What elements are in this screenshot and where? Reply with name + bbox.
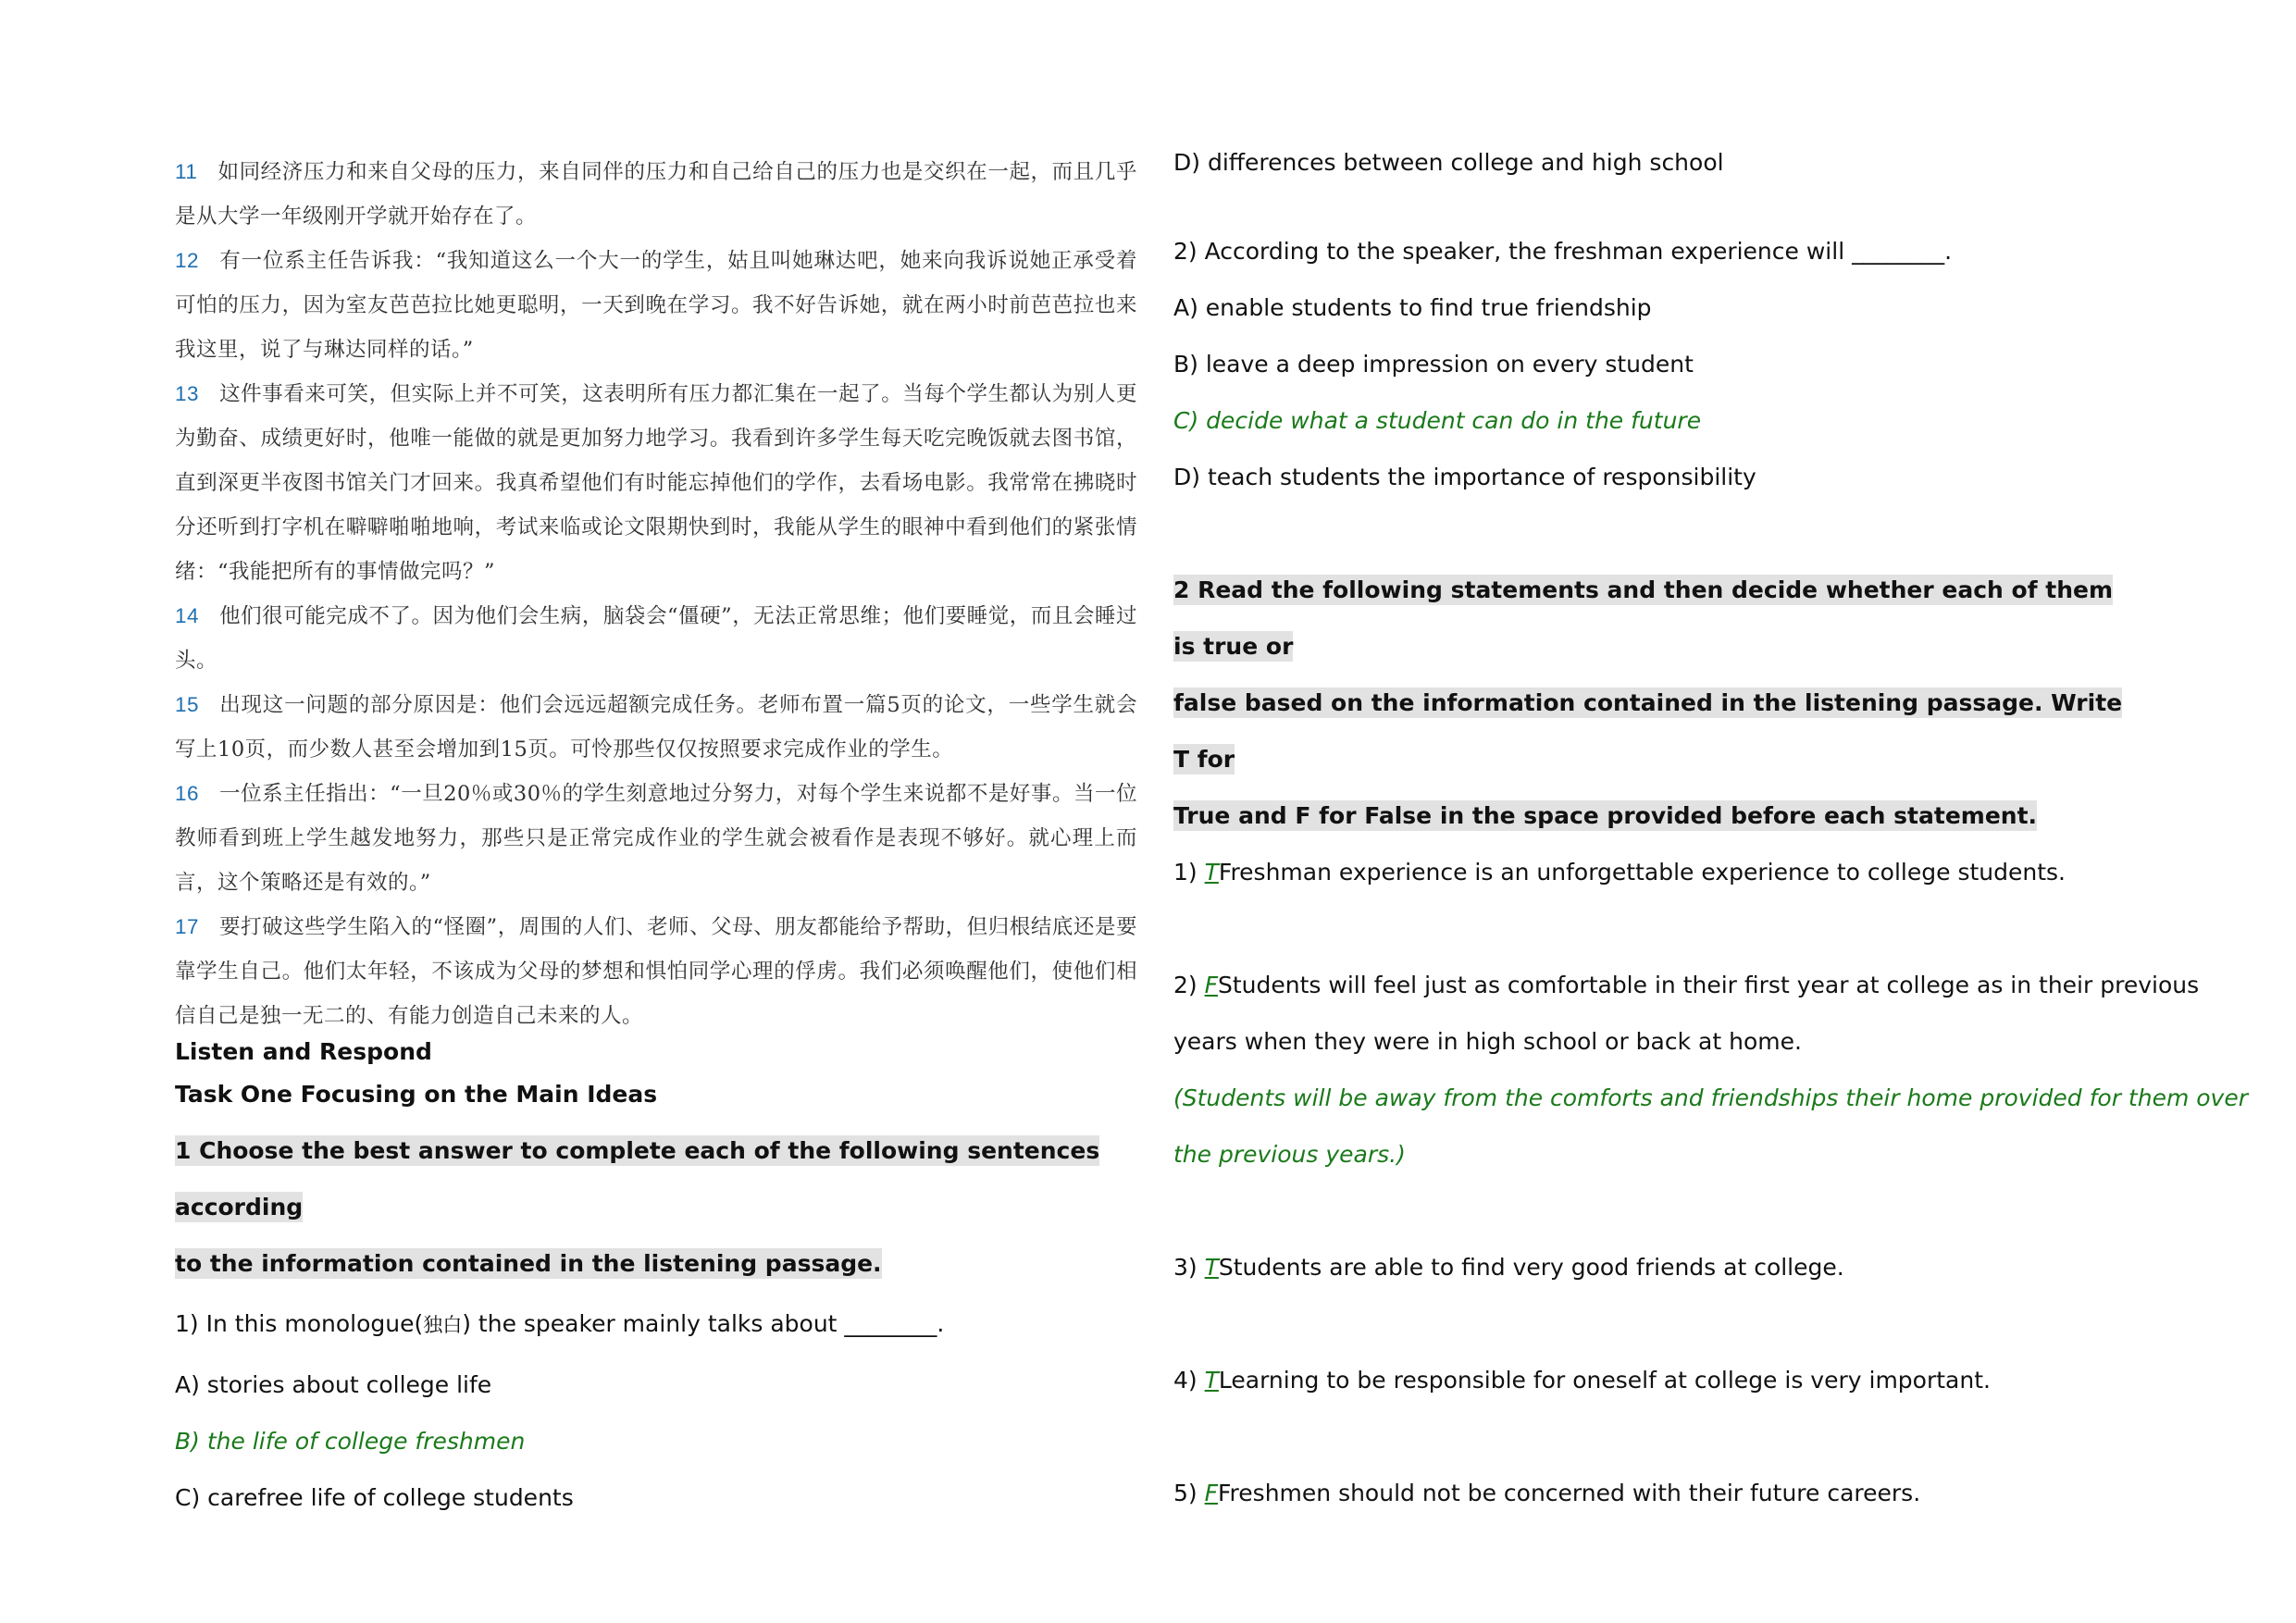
statement-5 [1173,1465,2136,1521]
paragraph-number: 14 [175,604,200,627]
question-1-chinese-gloss: 独白 [423,1314,463,1336]
spacer [1173,900,2136,957]
statement-number: 3) [1173,1254,1205,1281]
paragraph-16 [175,772,1137,905]
answer-blank: T [1204,1254,1219,1281]
question-1-option-c: C) carefree life of college students [175,1484,574,1511]
left-column [175,150,1137,1526]
spacer [1173,1183,2136,1239]
statement-2-explanation-line-2: the previous years.) [1173,1141,1406,1168]
question-2-option-b: B) leave a deep impression on every student [1173,351,1694,378]
task-heading: Task One Focusing on the Main Ideas [175,1081,658,1108]
section-heading: Listen and Respond [175,1038,432,1065]
paragraph-17 [175,905,1137,1038]
paragraph-13 [175,372,1137,594]
paragraph-text: 这件事看来可笑，但实际上并不可笑，这表明所有压力都汇集在一起了。当每个学生都认为别人更为勤奋、成绩更好时，他唯一能做的就是更加努力地学习。我看到许多学生每天吃完晚饭就去图书馆，直到深更半夜图书馆关门才回来。我真希望他们有时能忘掉他们的学作，去看场电影。我常常在拂晓时分还听到打字机在噼噼啪啪地响，考试来临或论文限期快到时，我能从学生的眼神中看到他们的紧张情绪：“我能把所有的事情做完吗？” [175,382,1137,584]
answer-blank: T [1204,1367,1219,1394]
instruction-1-line-1: 1 Choose the best answer to complete each of the following sentences according [175,1137,1100,1220]
instruction-2-line-3: True and F for False in the space provided before each statement. [1173,802,2038,829]
paragraph-number: 15 [175,693,200,716]
answer-blank: T [1204,859,1219,886]
instruction-2-line-1: 2 Read the following statements and then decide whether each of them is true or [1173,576,2114,660]
statement-2-explanation-line-1: (Students will be away from the comforts and friendships their home provided for them over [1173,1084,2249,1111]
question-1-option-b-correct: B) the life of college freshmen [175,1428,526,1455]
statement-text: Students will feel just as comfortable in their first year at college as in their previous [1218,972,2200,998]
statement-text: Freshmen should not be concerned with their future careers. [1218,1480,1921,1506]
spacer [1173,1295,2136,1352]
instruction-2 [1173,562,2136,844]
spacer [1173,191,2136,223]
statement-4 [1173,1352,2136,1408]
statement-text: Students are able to find very good friends at college. [1218,1254,1844,1281]
statement-2-continuation: years when they were in high school or back at home. [1173,1028,1802,1055]
paragraph-number: 17 [175,915,200,938]
paragraph-number: 16 [175,782,200,805]
question-2-option-c-correct: C) decide what a student can do in the future [1173,407,1702,434]
paragraph-14 [175,594,1137,683]
paragraph-12 [175,239,1137,372]
paragraph-number: 13 [175,382,200,405]
paragraph-text: 有一位系主任告诉我：“我知道这么一个大一的学生，姑且叫她琳达吧，她来向我诉说她正承受着可怕的压力，因为室友芭芭拉比她更聪明，一天到晚在学习。我不好告诉她，就在两小时前芭芭拉也来我这里，说了与琳达同样的话。” [175,249,1137,362]
statement-number: 5) [1173,1480,1205,1506]
instruction-2-line-2: false based on the information contained in the listening passage. Write T for [1173,689,2123,773]
spacer [1173,505,2136,562]
question-2-option-d: D) teach students the importance of responsibility [1173,464,1756,490]
paragraph-number: 12 [175,249,200,272]
question-1-option-d: D) differences between college and high school [1173,149,1724,176]
paragraph-text: 如同经济压力和来自父母的压力，来自同伴的压力和自己给自己的压力也是交织在一起，而且几乎是从大学一年级刚开学就开始存在了。 [175,160,1137,229]
paragraph-number: 11 [175,160,198,183]
answer-blank: F [1204,1480,1218,1506]
paragraph-text: 一位系主任指出：“一旦20％或30％的学生刻意地过分努力，对每个学生来说都不是好事。当一位教师看到班上学生越发地努力，那些只是正常完成作业的学生就会被看作是表现不够好。就心理上而言，这个策略还是有效的。” [175,782,1137,895]
spacer [1173,1408,2136,1465]
statement-3 [1173,1239,2136,1295]
statement-2 [1173,957,2200,1013]
paragraph-15 [175,683,1137,772]
instruction-1 [175,1122,1137,1292]
paragraph-text: 要打破这些学生陷入的“怪圈”，周围的人们、老师、父母、朋友都能给予帮助，但归根结底还是要靠学生自己。他们太年轻，不该成为父母的梦想和惧怕同学心理的俘虏。我们必须唤醒他们，使他们相信自己是独一无二的、有能力创造自己未来的人。 [175,915,1137,1028]
right-column [1173,134,2249,1521]
answer-blank: F [1204,972,1218,998]
statement-number: 1) [1173,859,1205,886]
paragraph-text: 出现这一问题的部分原因是：他们会远远超额完成任务。老师布置一篇5页的论文，一些学生就会写上10页，而少数人甚至会增加到15页。可怜那些仅仅按照要求完成作业的学生。 [175,693,1137,762]
paragraph-text: 他们很可能完成不了。因为他们会生病，脑袋会“僵硬”，无法正常思维；他们要睡觉，而且会睡过头。 [175,604,1137,673]
statement-text: Learning to be responsible for oneself at college is very important. [1218,1367,1991,1394]
statement-1 [1173,844,2136,900]
question-1-stem [175,1292,1137,1357]
question-1-suffix: ) the speaker mainly talks about ________. [462,1310,945,1337]
statement-number: 4) [1173,1367,1205,1394]
question-1-option-a: A) stories about college life [175,1371,492,1398]
question-1-prefix: 1) In this monologue( [175,1310,424,1337]
statement-number: 2) [1173,972,1205,998]
instruction-1-line-2: to the information contained in the listening passage. [175,1250,882,1277]
question-2-stem: 2) According to the speaker, the freshman experience will ________. [1173,238,1953,265]
statement-text: Freshman experience is an unforgettable experience to college students. [1218,859,2066,886]
question-2-option-a: A) enable students to find true friendship [1173,294,1652,321]
paragraph-11 [175,150,1137,239]
